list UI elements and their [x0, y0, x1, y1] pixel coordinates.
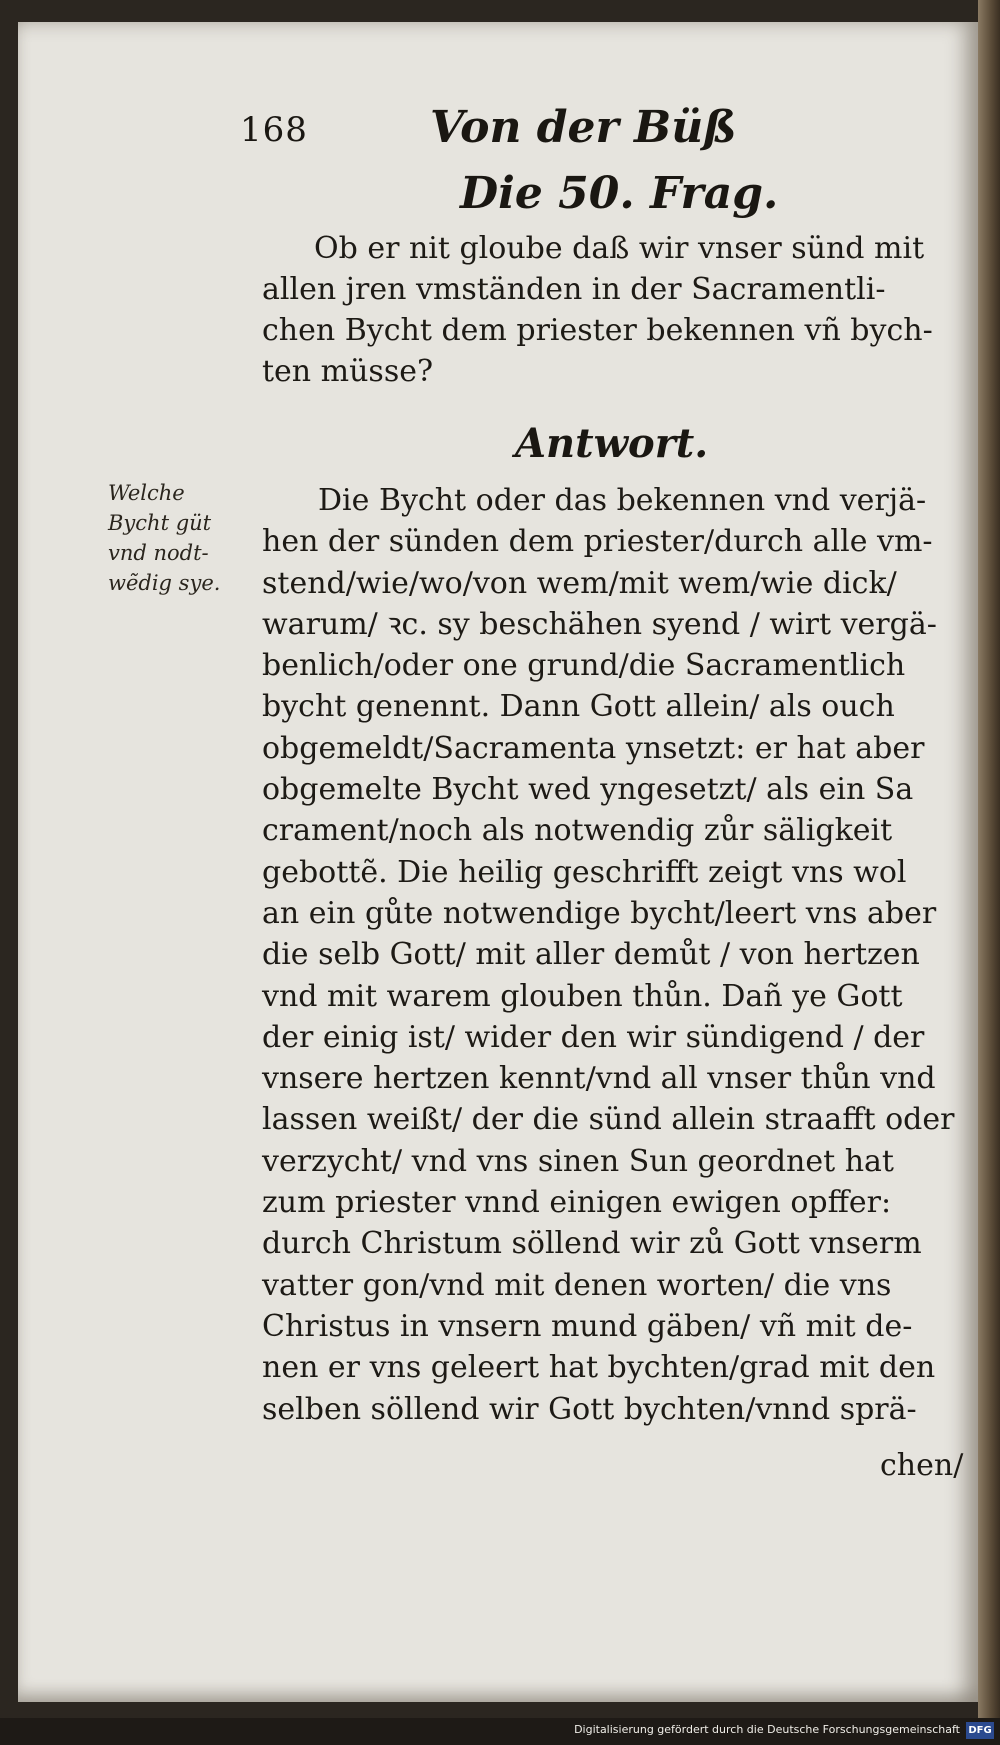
- answer-text: [262, 480, 972, 1430]
- answer-line: hen der sünden dem priester/durch alle vm-: [262, 524, 933, 560]
- answer-line: nen er vns geleert hat bychten/grad mit den: [262, 1350, 936, 1386]
- dfg-logo-icon: DFG: [966, 1722, 994, 1739]
- answer-line: Die Bycht oder das bekennen vnd verjä-: [318, 483, 927, 518]
- answer-line: obgemeldt/Sacramenta ynsetzt: er hat aber: [262, 730, 925, 766]
- question-line: ten müsse?: [262, 354, 434, 389]
- question-text: [262, 228, 972, 392]
- margin-note-line: wẽdig sye.: [108, 571, 221, 595]
- running-head: Von der Büß: [430, 102, 737, 153]
- answer-line: zum priester vnnd einigen ewigen opffer:: [262, 1185, 892, 1221]
- answer-line: warum/ ꝛc. sy beschähen syend / wirt vergä-: [262, 606, 937, 642]
- answer-line: crament/noch als notwendig zůr säligkeit: [262, 813, 893, 849]
- margin-note-line: Welche: [108, 481, 185, 505]
- question-line: chen Bycht dem priester bekennen vñ bych-: [262, 313, 933, 348]
- answer-line: die selb Gott/ mit aller demůt / von hertzen: [262, 937, 920, 973]
- answer-line: Christus in vnsern mund gäben/ vñ mit de-: [262, 1308, 913, 1344]
- answer-line: durch Christum söllend wir zů Gott vnserm: [262, 1226, 922, 1262]
- answer-heading: Antwort.: [515, 420, 709, 467]
- footer-credit: Digitalisierung gefördert durch die Deutsche Forschungsgemeinschaft: [574, 1723, 960, 1736]
- margin-note-line: Bycht güt: [108, 511, 212, 535]
- answer-line: bycht genennt. Dann Gott allein/ als ouch: [262, 689, 895, 725]
- answer-line: selben söllend wir Gott bychten/vnnd sprä-: [262, 1391, 917, 1427]
- page-number: 168: [240, 110, 308, 150]
- page-header: [0, 92, 1000, 172]
- page-edge: [978, 0, 1000, 1720]
- answer-line: lassen weißt/ der die sünd allein straafft oder: [262, 1102, 955, 1138]
- answer-line: obgemelte Bycht wed yngesetzt/ als ein Sa: [262, 772, 914, 808]
- question-line: allen jren vmständen in der Sacramentli-: [262, 272, 886, 307]
- question-line: Ob er nit gloube daß wir vnser sünd mit: [314, 231, 925, 266]
- answer-line: vatter gon/vnd mit denen worten/ die vns: [262, 1267, 892, 1303]
- answer-line: benlich/oder one grund/die Sacramentlich: [262, 648, 906, 684]
- answer-line: stend/wie/wo/von wem/mit wem/wie dick/: [262, 565, 897, 601]
- answer-line: vnd mit warem glouben thůn. Dañ ye Gott: [262, 978, 903, 1014]
- answer-line: gebottẽ. Die heilig geschrifft zeigt vns wol: [262, 854, 907, 890]
- answer-line: vnsere hertzen kennt/vnd all vnser thůn vnd: [262, 1061, 936, 1097]
- catchword: chen/: [880, 1448, 964, 1483]
- margin-note: [108, 478, 258, 598]
- answer-line: der einig ist/ wider den wir sündigend / der: [262, 1019, 925, 1055]
- footer-bar: [0, 1718, 1000, 1745]
- answer-line: verzycht/ vnd vns sinen Sun geordnet hat: [262, 1143, 894, 1179]
- margin-note-line: vnd nodt-: [108, 541, 209, 565]
- question-title: Die 50. Frag.: [460, 168, 779, 219]
- answer-line: an ein gůte notwendige bycht/leert vns aber: [262, 895, 937, 931]
